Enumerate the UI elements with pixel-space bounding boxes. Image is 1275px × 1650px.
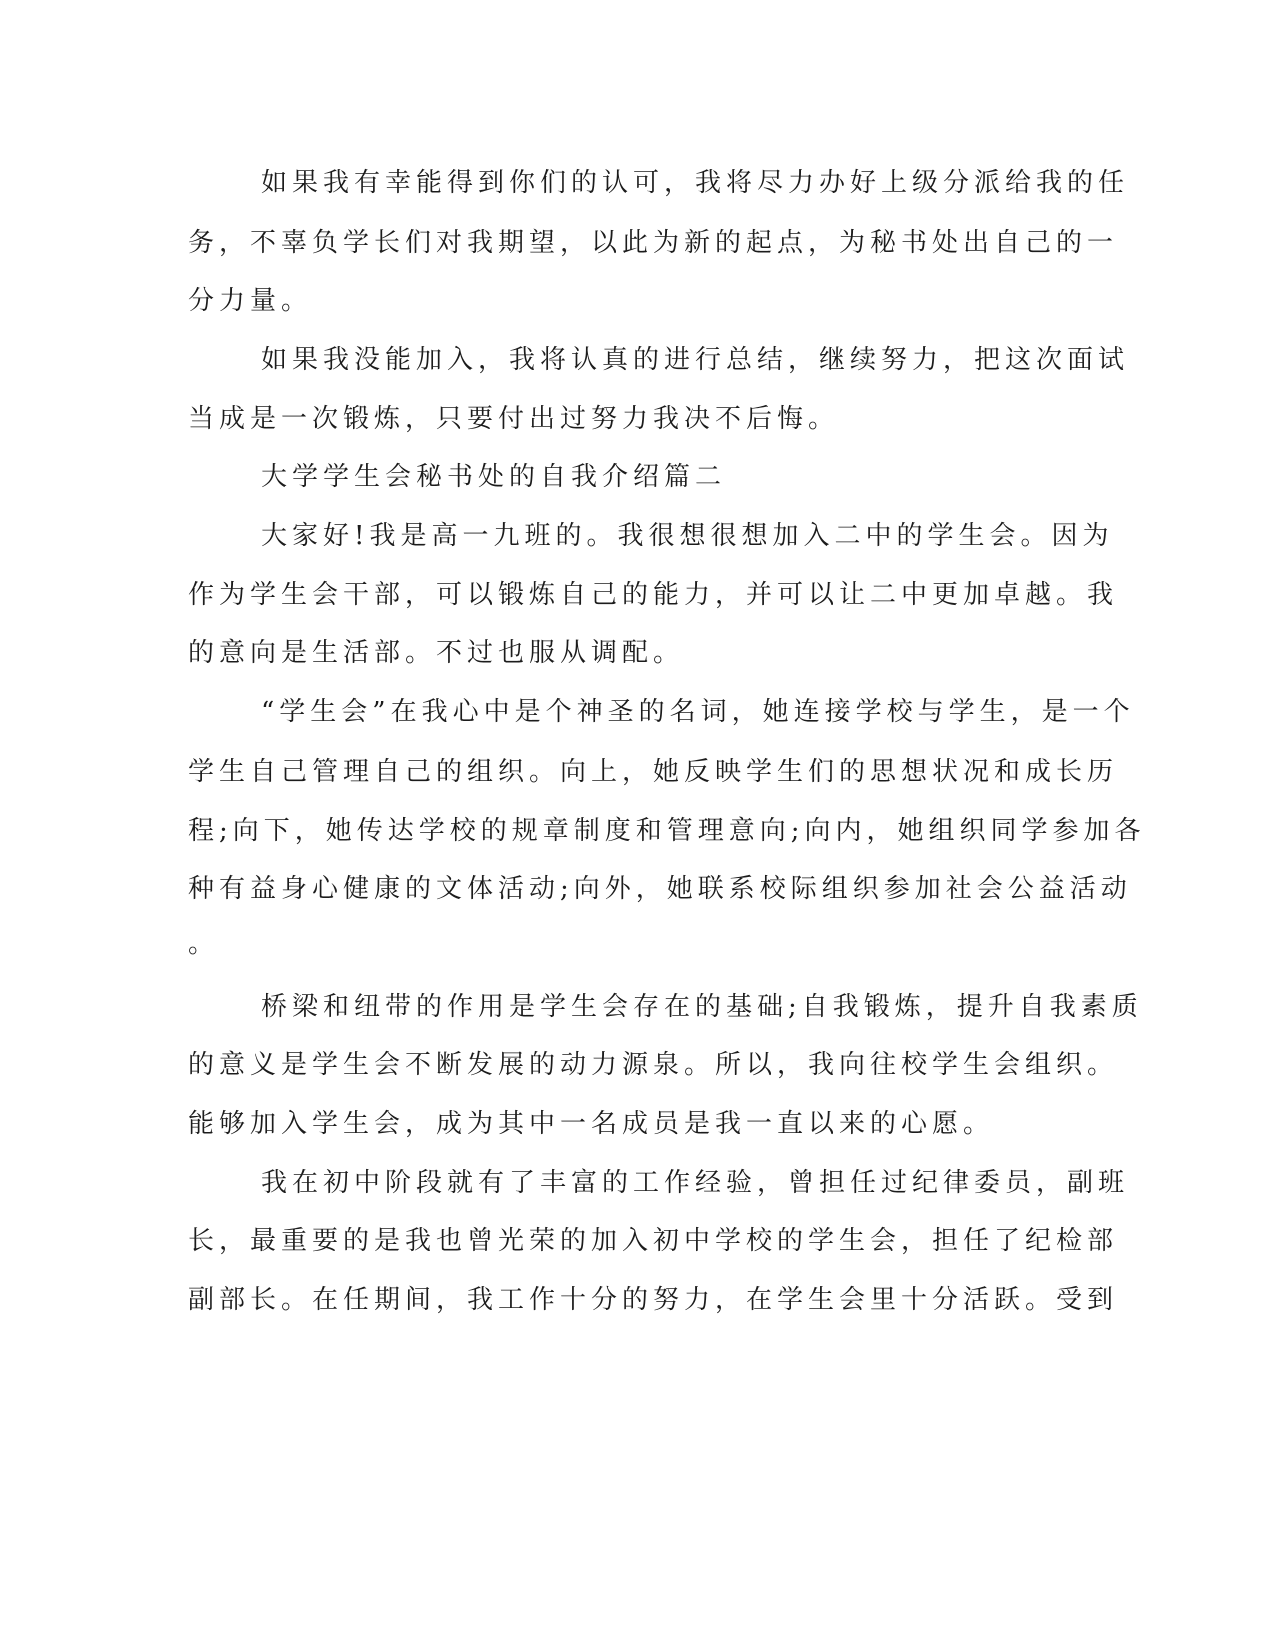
text-line: 桥梁和纽带的作用是学生会存在的基础;自我锻炼，提升自我素质	[261, 992, 1143, 1022]
text-line: 副部长。在任期间，我工作十分的努力，在学生会里十分活跃。受到	[188, 1285, 1119, 1315]
text-line: 的意义是学生会不断发展的动力源泉。所以，我向往校学生会组织。	[188, 1050, 1119, 1080]
text-line: 种有益身心健康的文体活动;向外，她联系校际组织参加社会公益活动	[188, 874, 1132, 904]
text-line: 务，不辜负学长们对我期望，以此为新的起点，为秘书处出自己的一	[188, 228, 1119, 258]
text-line: 当成是一次锻炼，只要付出过努力我决不后悔。	[188, 404, 840, 434]
text-line: 如果我没能加入，我将认真的进行总结，继续努力，把这次面试	[261, 345, 1130, 375]
text-line: 我在初中阶段就有了丰富的工作经验，曾担任过纪律委员，副班	[261, 1168, 1130, 1198]
text-line: 作为学生会干部，可以锻炼自己的能力，并可以让二中更加卓越。我	[188, 580, 1119, 610]
text-line: 。	[188, 929, 220, 959]
text-line: 长，最重要的是我也曾光荣的加入初中学校的学生会，担任了纪检部	[188, 1226, 1119, 1256]
text-line: 分力量。	[188, 286, 313, 316]
text-line: 学生自己管理自己的组织。向上，她反映学生们的思想状况和成长历	[188, 757, 1119, 787]
text-line: 大家好!我是高一九班的。我很想很想加入二中的学生会。因为	[261, 521, 1114, 551]
text-line: 的意向是生活部。不过也服从调配。	[188, 638, 685, 668]
text-line: 如果我有幸能得到你们的认可，我将尽力办好上级分派给我的任	[261, 168, 1130, 198]
section-heading: 大学学生会秘书处的自我介绍篇二	[261, 462, 727, 492]
text-line: 程;向下，她传达学校的规章制度和管理意向;向内，她组织同学参加各	[188, 816, 1146, 846]
text-line: “学生会”在我心中是个神圣的名词，她连接学校与学生，是一个	[261, 697, 1135, 727]
text-line: 能够加入学生会，成为其中一名成员是我一直以来的心愿。	[188, 1109, 995, 1139]
